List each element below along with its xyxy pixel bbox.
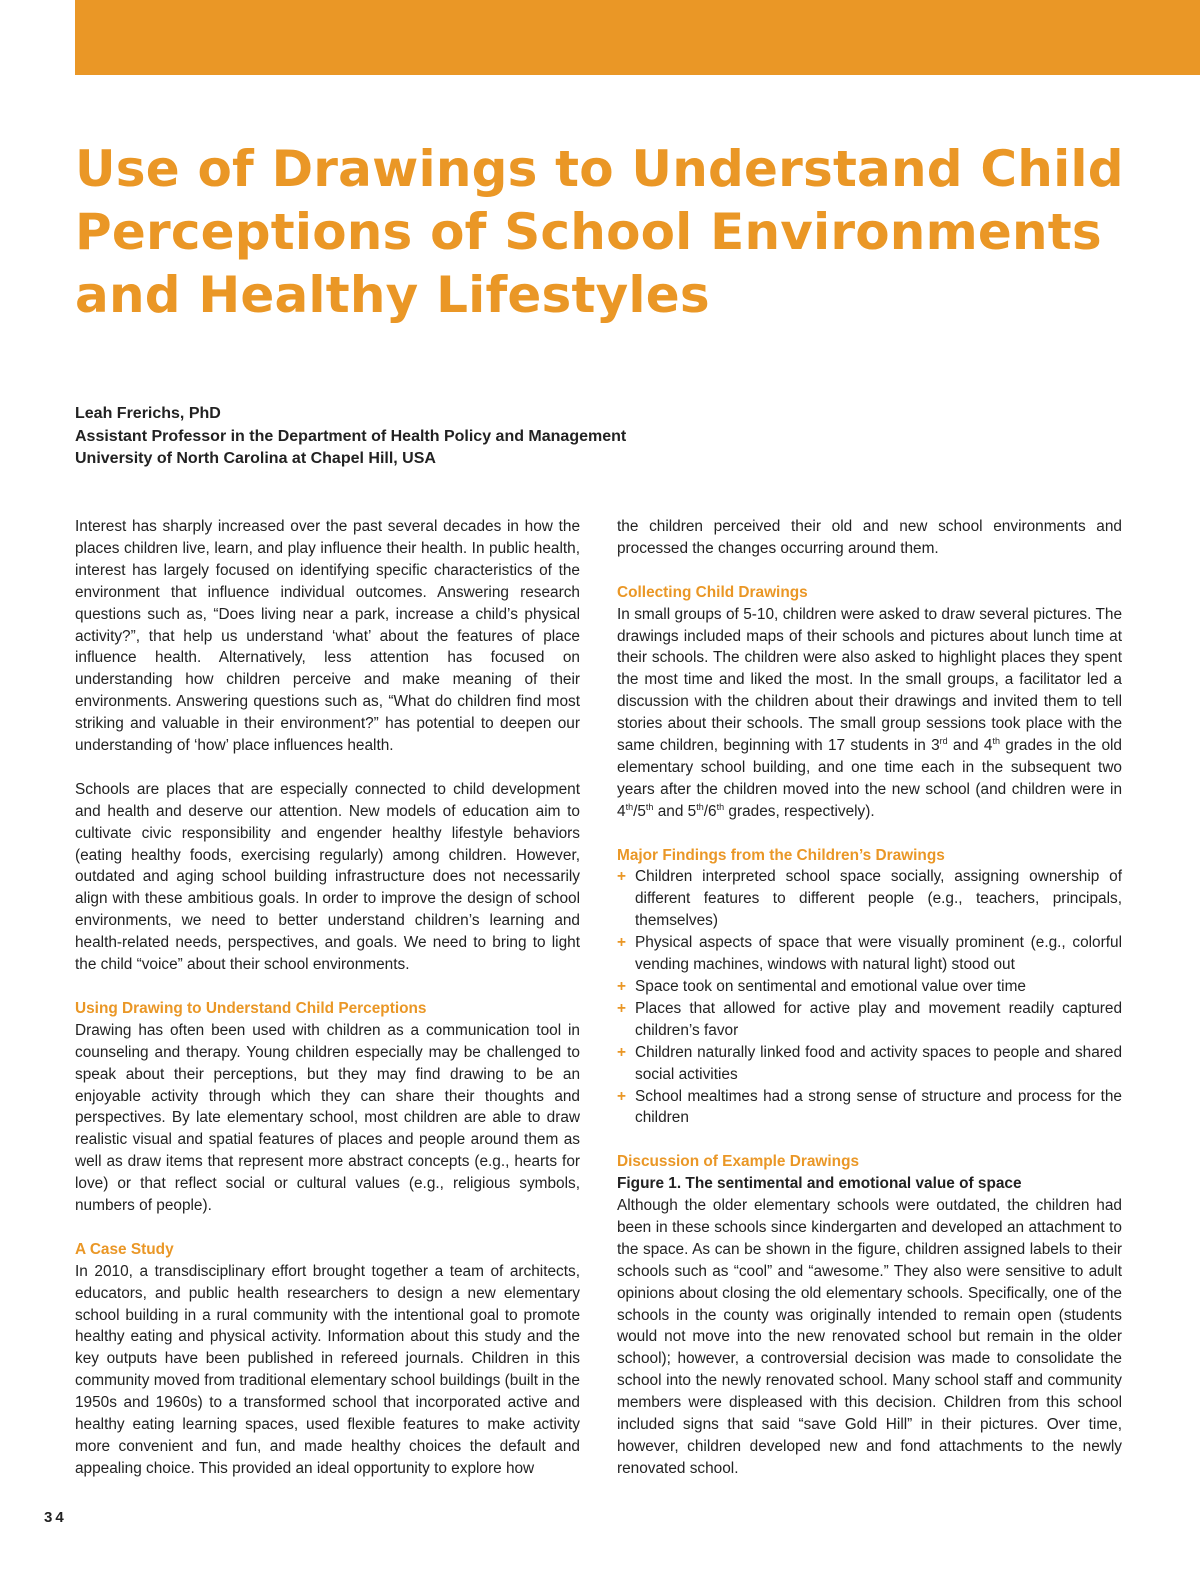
finding-text: Places that allowed for active play and movement readily captured children’s favor <box>635 999 1122 1039</box>
author-block <box>75 403 626 471</box>
plus-bullet-icon: + <box>617 1087 626 1105</box>
finding-text: Children naturally linked food and activity spaces to people and shared social activities <box>635 1043 1122 1083</box>
section-heading-findings: Major Findings from the Children’s Drawings <box>617 846 945 864</box>
drawing-paragraph: Drawing has often been used with children as a communication tool in counseling and therapy. Young children especially may be challenged to speak about their perceptions, but they may find drawing to be an enjoyable activity through which they can share their thoughts and perspectives. By late elementary school, most children are able to draw realistic visual and spatial features of places and people around them as well as draw items that represent more abstract concepts (e.g., hearts for love) or that reflect social or cultural values (e.g., religious symbols, numbers of people). <box>75 1021 580 1215</box>
section-heading-case-study: A Case Study <box>75 1240 174 1258</box>
intro-paragraph-2: Schools are places that are especially connected to child development and health and deserve our attention. New models of education aim to cultivate civic responsibility and engender healthy lifestyle behaviors (eating healthy foods, exercising regularly) among children. However, outdated and aging school building infrastructure does not necessarily align with these ambitious goals. In order to improve the design of school environments, we need to better understand children’s learning and health-related needs, perspectives, and goals. We need to bring to light the child “voice” about their school environments. <box>75 780 580 974</box>
finding-text: School mealtimes had a strong sense of structure and process for the children <box>635 1087 1122 1127</box>
plus-bullet-icon: + <box>617 868 626 886</box>
plus-bullet-icon: + <box>617 978 626 995</box>
superscript-th-1: th <box>992 735 1000 746</box>
finding-item <box>617 866 1122 932</box>
author-affiliation: University of North Carolina at Chapel Hill, USA <box>75 450 436 467</box>
section-heading-discussion: Discussion of Example Drawings <box>617 1153 860 1171</box>
finding-text: Children interpreted school space socially, assigning ownership of different features to different people (e.g., teachers, principals, themselves) <box>635 868 1122 930</box>
collecting-text-c: grades, respectively). <box>724 802 875 820</box>
section-heading-drawing: Using Drawing to Understand Child Perceptions <box>75 999 427 1017</box>
findings-list <box>617 866 1122 1129</box>
section-heading-collecting: Collecting Child Drawings <box>617 583 808 601</box>
finding-item <box>617 1042 1122 1086</box>
superscript-th-4: th <box>696 801 704 812</box>
collecting-text-slash5: /5 <box>633 802 646 820</box>
title-line-2: Perceptions of School Environments <box>75 203 1102 261</box>
finding-text: Space took on sentimental and emotional value over time <box>635 978 1026 995</box>
superscript-th-3: th <box>645 801 654 812</box>
left-column <box>75 516 580 1480</box>
right-column <box>617 516 1122 1480</box>
article-title <box>75 138 1124 327</box>
collecting-text-slash6: /6 <box>703 802 717 820</box>
finding-item <box>617 932 1122 976</box>
page-number: 34 <box>44 1509 67 1526</box>
finding-item <box>617 976 1122 998</box>
collecting-text-and2: and 5 <box>653 802 697 820</box>
figure-caption: Figure 1. The sentimental and emotional value of space <box>617 1175 1022 1193</box>
intro-paragraph-1: Interest has sharply increased over the past several decades in how the places children live, learn, and play influence their health. In public health, interest has largely focused on identifying specific characteristics of the environment that influence individual outcomes. Answering research questions such as, “Does living near a park, increase a child’s physical activity?”, that help us understand ‘what’ about the features of place influence health. Alternatively, less attention has focused on understanding how children perceive and make meaning of their environments. Answering questions such as, “What do children find most striking and valuable in their environment?” has potential to deepen our understanding of ‘how’ place influences health. <box>75 518 580 755</box>
superscript-rd: rd <box>939 735 948 746</box>
superscript-th-5: th <box>716 801 725 812</box>
finding-item <box>617 998 1122 1042</box>
plus-bullet-icon: + <box>617 999 626 1017</box>
discussion-paragraph: Although the older elementary schools were outdated, the children had been in these schools since kindergarten and developed an attachment to the space. As can be shown in the figure, children assigned labels to their schools such as “cool” and “awesome.” They also were sensitive to adult opinions about closing the old elementary schools. Specifically, one of the schools in the county was originally intended to remain open (students would not move into the new renovated school but remain in the older school); however, a controversial decision was made to consolidate the school into the newly renovated school. Many school staff and community members were displeased with this decision. Children from this school included signs that said “save Gold Hill” in their pictures. Over time, however, children developed new and fond attachments to the newly renovated school. <box>617 1197 1122 1477</box>
collecting-text-b: grades in the old elementary school building, and one time each in the subsequent two years after the children moved into the new school (and children were in 4 <box>617 737 1122 820</box>
author-role: Assistant Professor in the Department of Health Policy and Management <box>75 427 627 445</box>
collecting-paragraph <box>617 604 1122 823</box>
collecting-text-and: and 4 <box>947 737 993 755</box>
title-line-3: and Healthy Lifestyles <box>75 266 710 324</box>
collecting-text-a: In small groups of 5-10, children were asked to draw several pictures. The drawings included maps of their schools and pictures about lunch time at their schools. The children were also asked to highlight places they spent the most time and liked the most. In the small groups, a facilitator led a discussion with the children about their drawings and invited them to tell stories about their schools. The small group sessions took place with the same children, beginning with 17 students in 3 <box>617 605 1122 755</box>
plus-bullet-icon: + <box>617 1043 626 1061</box>
case-study-continued: the children perceived their old and new school environments and processed the changes occurring around them. <box>617 518 1122 557</box>
case-study-paragraph: In 2010, a transdisciplinary effort brought together a team of architects, educators, and public health researchers to design a new elementary school building in a rural community with the intentional goal to promote healthy eating and physical activity. Information about this study and the key outputs have been published in refereed journals. Children in this community moved from traditional elementary school buildings (built in the 1950s and 1960s) to a transformed school that incorporated active and healthy eating learning spaces, used flexible features to make activity more convenient and fun, and made healthy choices the default and appealing choice. This provided an ideal opportunity to explore how <box>75 1262 580 1477</box>
finding-item <box>617 1086 1122 1130</box>
finding-text: Physical aspects of space that were visually prominent (e.g., colorful vending machines, windows with natural light) stood out <box>635 934 1122 974</box>
plus-bullet-icon: + <box>617 934 626 952</box>
title-line-1: Use of Drawings to Understand Child <box>75 140 1124 198</box>
top-accent-bar <box>75 0 1200 75</box>
author-name: Leah Frerichs, PhD <box>75 405 221 422</box>
superscript-th-2: th <box>625 801 634 812</box>
